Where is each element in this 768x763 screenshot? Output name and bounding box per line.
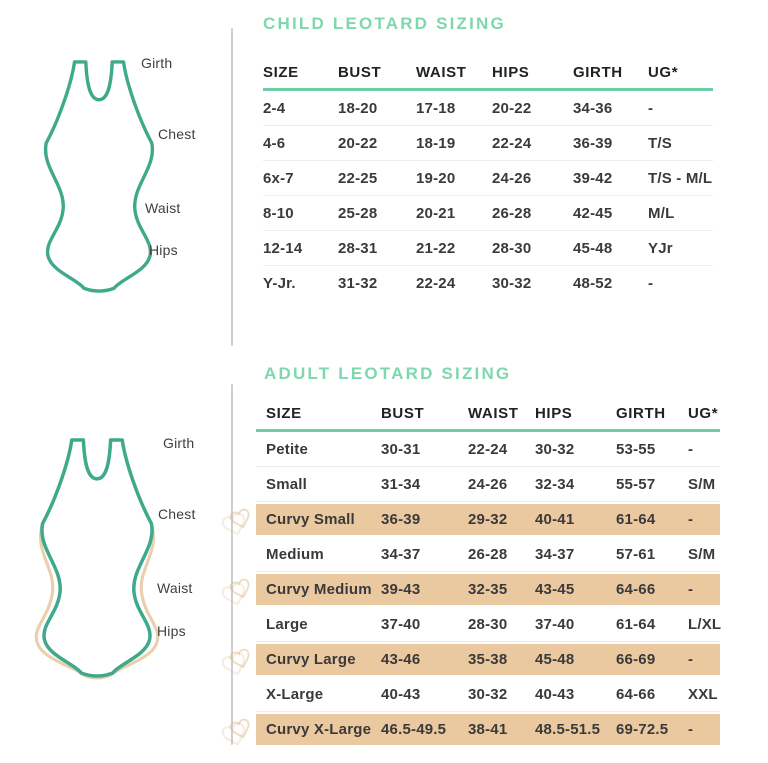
column-header: GIRTH: [616, 405, 666, 422]
child-table-title: CHILD LEOTARD SIZING: [263, 14, 506, 33]
table-row: [256, 677, 720, 712]
size-cell: 8-10: [263, 204, 294, 222]
table-cell: 22-24: [416, 275, 456, 292]
table-row: [263, 266, 713, 301]
table-cell: -: [688, 581, 694, 598]
curvy-figure-icon: [219, 580, 252, 613]
table-cell: -: [688, 511, 694, 528]
table-cell: 45-48: [535, 651, 575, 668]
table-cell: 26-28: [492, 204, 532, 222]
curvy-figure-icon: [219, 510, 252, 543]
table-cell: 46.5-49.5: [381, 721, 447, 738]
table-cell: 32-34: [535, 475, 575, 493]
table-cell: 36-39: [381, 511, 421, 528]
table-cell: 22-25: [338, 169, 378, 187]
column-header: HIPS: [492, 64, 530, 81]
child-leotard-diagram: [33, 56, 165, 298]
table-cell: 43-46: [381, 651, 421, 668]
adult-hips-label: Hips: [157, 623, 186, 639]
table-cell: 64-66: [616, 581, 656, 598]
table-cell: S/M: [688, 475, 716, 493]
table-row: [263, 196, 713, 231]
table-cell: 18-19: [416, 134, 456, 152]
child-waist-label: Waist: [145, 200, 181, 216]
table-cell: 20-22: [338, 134, 378, 152]
table-cell: 38-41: [468, 721, 508, 738]
size-cell: Small: [266, 475, 308, 493]
table-cell: 40-43: [535, 685, 575, 703]
table-cell: 57-61: [616, 545, 656, 563]
table-header-row: [263, 57, 713, 91]
column-header: GIRTH: [573, 64, 623, 81]
child-chest-label: Chest: [158, 126, 196, 142]
table-cell: 55-57: [616, 475, 656, 493]
table-cell: 24-26: [492, 169, 532, 187]
table-cell: 30-32: [492, 275, 532, 292]
table-cell: S/M: [688, 545, 716, 563]
size-cell: X-Large: [266, 685, 324, 703]
table-cell: XXL: [688, 685, 718, 703]
table-body: [256, 432, 720, 747]
table-cell: L/XL: [688, 615, 722, 633]
column-header: UG*: [688, 405, 719, 422]
table-cell: -: [688, 440, 694, 458]
table-row: [263, 231, 713, 266]
table-cell: 19-20: [416, 169, 456, 187]
column-header: HIPS: [535, 405, 573, 422]
adult-chest-label: Chest: [158, 506, 196, 522]
table-cell: -: [648, 275, 654, 292]
column-header: WAIST: [468, 405, 519, 422]
curvy-figure-icon: [219, 720, 252, 753]
table-cell: 25-28: [338, 204, 378, 222]
child-sizing-table: [263, 14, 713, 301]
table-cell: 30-32: [535, 440, 575, 458]
table-cell: 39-43: [381, 581, 421, 598]
size-cell: 6x-7: [263, 169, 294, 187]
table-cell: 17-18: [416, 99, 456, 117]
table-cell: 35-38: [468, 651, 508, 668]
adult-waist-label: Waist: [157, 580, 193, 596]
table-row: [256, 537, 720, 572]
table-cell: 28-30: [468, 615, 508, 633]
table-cell: 32-35: [468, 581, 508, 598]
column-header: BUST: [381, 405, 425, 422]
table-cell: 61-64: [616, 615, 656, 633]
table-row: [256, 572, 720, 607]
size-cell: Curvy Small: [266, 511, 355, 528]
size-cell: Curvy X-Large: [266, 721, 372, 738]
table-cell: 18-20: [338, 99, 378, 117]
child-hips-label: Hips: [149, 242, 178, 258]
table-cell: 28-31: [338, 239, 378, 257]
table-cell: 66-69: [616, 651, 656, 668]
table-cell: M/L: [648, 204, 675, 222]
adult-table-title: ADULT LEOTARD SIZING: [264, 364, 512, 383]
adult-sizing-table: [256, 364, 720, 747]
column-header: SIZE: [263, 64, 299, 81]
table-cell: -: [688, 651, 694, 668]
column-header: UG*: [648, 64, 679, 81]
vertical-divider: [231, 384, 233, 745]
table-cell: 64-66: [616, 685, 656, 703]
size-cell: Medium: [266, 545, 324, 563]
table-cell: T/S: [648, 134, 672, 152]
table-cell: 28-30: [492, 239, 532, 257]
adult-leotard-diagram: [29, 434, 165, 683]
column-header: BUST: [338, 64, 382, 81]
table-cell: 29-32: [468, 511, 508, 528]
table-cell: 43-45: [535, 581, 575, 598]
table-row: [256, 502, 720, 537]
table-row: [256, 607, 720, 642]
table-row: [263, 126, 713, 161]
table-cell: 22-24: [468, 440, 508, 458]
size-cell: Y-Jr.: [263, 275, 296, 292]
size-cell: 4-6: [263, 134, 286, 152]
table-cell: 22-24: [492, 134, 532, 152]
table-row: [263, 161, 713, 196]
table-cell: 40-43: [381, 685, 421, 703]
leotard-outline-icon: [33, 56, 165, 298]
table-cell: 31-32: [338, 275, 378, 292]
table-cell: 53-55: [616, 440, 656, 458]
table-cell: 20-22: [492, 99, 532, 117]
table-cell: 30-32: [468, 685, 508, 703]
table-cell: 31-34: [381, 475, 421, 493]
table-cell: 48-52: [573, 275, 613, 292]
curvy-figure-icon: [219, 650, 252, 683]
adult-girth-label: Girth: [163, 435, 195, 451]
table-cell: -: [648, 99, 654, 117]
table-cell: 37-40: [381, 615, 421, 633]
leotard-outline-icon: [29, 434, 165, 683]
table-row: [256, 467, 720, 502]
table-cell: 24-26: [468, 475, 508, 493]
table-cell: YJr: [648, 239, 673, 257]
table-cell: 20-21: [416, 204, 456, 222]
column-header: WAIST: [416, 64, 467, 81]
table-cell: 42-45: [573, 204, 613, 222]
size-cell: Curvy Medium: [266, 581, 372, 598]
table-cell: 34-36: [573, 99, 613, 117]
table-cell: 61-64: [616, 511, 656, 528]
size-cell: 12-14: [263, 239, 303, 257]
size-cell: Petite: [266, 440, 309, 458]
table-header-row: [256, 398, 720, 432]
table-cell: 48.5-51.5: [535, 721, 601, 738]
table-cell: -: [688, 721, 694, 738]
column-header: SIZE: [266, 405, 302, 422]
vertical-divider: [231, 28, 233, 346]
table-row: [263, 91, 713, 126]
table-body: [263, 91, 713, 301]
table-cell: 26-28: [468, 545, 508, 563]
table-cell: 40-41: [535, 511, 575, 528]
table-cell: 37-40: [535, 615, 575, 633]
child-girth-label: Girth: [141, 55, 173, 71]
table-row: [256, 642, 720, 677]
table-cell: 34-37: [535, 545, 575, 563]
size-cell: 2-4: [263, 99, 286, 117]
table-cell: 45-48: [573, 239, 613, 257]
table-cell: 30-31: [381, 440, 421, 458]
table-cell: 21-22: [416, 239, 456, 257]
table-row: [256, 432, 720, 467]
size-cell: Curvy Large: [266, 651, 356, 668]
table-cell: T/S - M/L: [648, 169, 713, 187]
table-cell: 69-72.5: [616, 721, 669, 738]
table-cell: 39-42: [573, 169, 613, 187]
table-cell: 34-37: [381, 545, 421, 563]
table-cell: 36-39: [573, 134, 613, 152]
table-row: [256, 712, 720, 747]
size-cell: Large: [266, 615, 308, 633]
